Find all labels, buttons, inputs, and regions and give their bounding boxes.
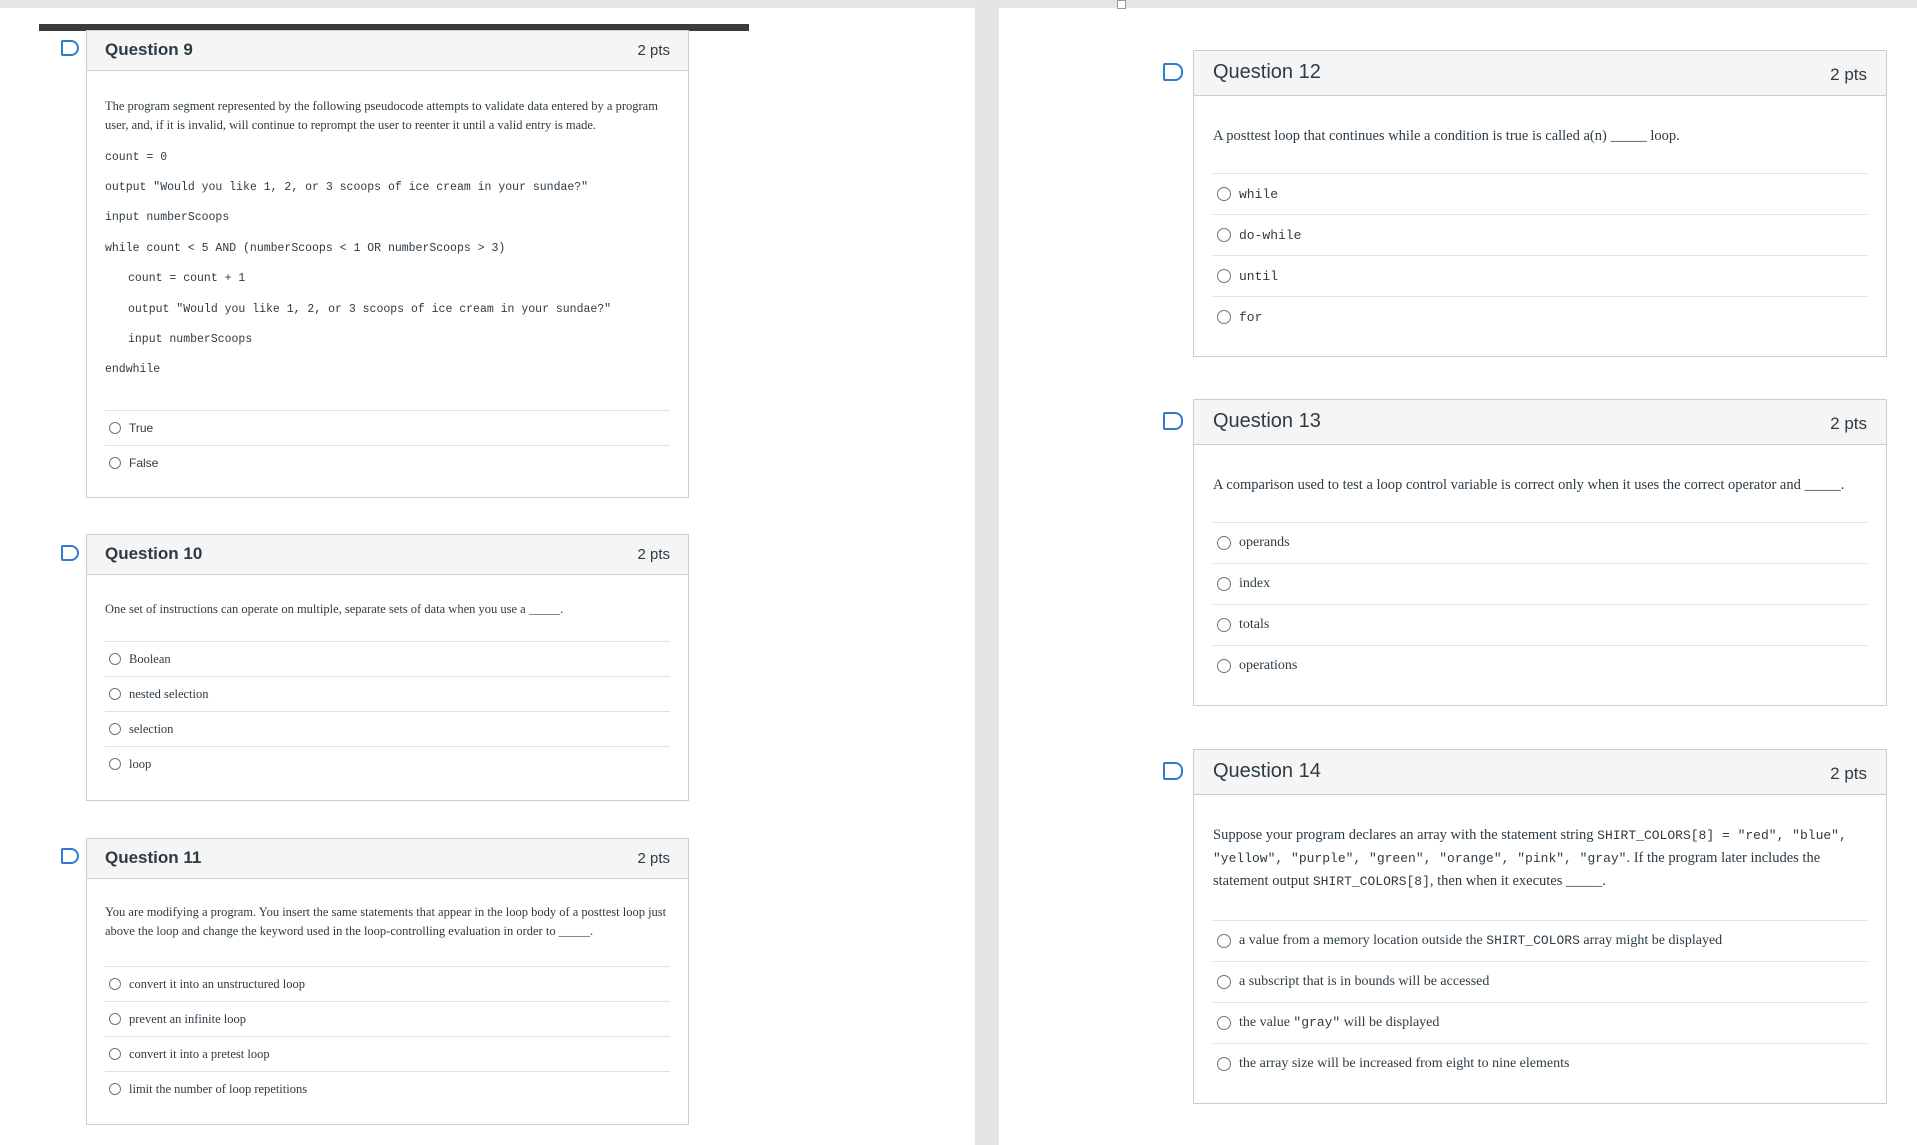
question-header — [87, 31, 688, 71]
question-header — [1194, 51, 1886, 96]
answer-label — [1239, 1056, 1569, 1072]
question-card — [1193, 50, 1887, 357]
radio-button[interactable] — [1217, 536, 1231, 550]
answer-text: a subscript that is in bounds will be accessed — [1239, 974, 1490, 989]
radio-button[interactable] — [109, 653, 121, 665]
answer-option[interactable] — [105, 641, 670, 676]
answer-option[interactable] — [1213, 255, 1867, 296]
answer-option[interactable] — [105, 1036, 670, 1071]
question-title: Question 11 — [105, 848, 202, 867]
answer-option[interactable] — [1213, 296, 1867, 337]
answer-label: until — [1239, 268, 1279, 284]
radio-button[interactable] — [109, 1013, 121, 1025]
radio-button[interactable] — [1217, 1057, 1231, 1071]
answer-option[interactable] — [1213, 645, 1867, 686]
question-card — [1193, 749, 1887, 1104]
answer-label: for — [1239, 309, 1263, 325]
radio-button[interactable] — [109, 1083, 121, 1095]
radio-button[interactable] — [109, 457, 121, 469]
answer-option[interactable] — [1213, 563, 1867, 604]
answer-option[interactable] — [1213, 173, 1867, 214]
answer-label: operands — [1239, 535, 1290, 550]
radio-button[interactable] — [109, 978, 121, 990]
answer-text: a value from a memory location outside the — [1239, 933, 1487, 948]
radio-button[interactable] — [1217, 934, 1231, 948]
answer-label: loop — [129, 756, 152, 771]
answer-label: False — [129, 456, 159, 470]
inline-code: SHIRT_COLORS[8] = "red", "blue", "yellow", "purple", "green", "orange", "pink", "gray" — [1213, 828, 1847, 867]
question-header — [87, 839, 688, 879]
answer-label: do-while — [1239, 227, 1302, 243]
answer-label: Boolean — [129, 651, 171, 666]
answer-option[interactable] — [105, 966, 670, 1001]
code-line: input numberScoops — [128, 333, 253, 346]
answer-option[interactable] — [1213, 1043, 1867, 1084]
window-top-bar — [0, 0, 1917, 8]
inline-code: "gray" — [1293, 1015, 1341, 1030]
radio-button[interactable] — [1217, 577, 1231, 591]
question-points: 2 pts — [1830, 65, 1867, 84]
question-points: 2 pts — [637, 42, 670, 59]
flag-question-icon[interactable] — [1163, 412, 1183, 430]
question-title: Question 9 — [105, 40, 193, 59]
answer-option[interactable] — [1213, 920, 1867, 961]
answer-text: the array size will be increased from eight to nine elements — [1239, 1056, 1570, 1071]
code-line: count = count + 1 — [128, 272, 246, 285]
question-title: Question 10 — [105, 544, 203, 563]
answer-option[interactable] — [1213, 214, 1867, 255]
answer-option[interactable] — [105, 1071, 670, 1106]
question-card — [86, 30, 689, 498]
answer-label: totals — [1239, 617, 1270, 632]
question-title: Question 14 — [1213, 760, 1321, 782]
radio-button[interactable] — [109, 723, 121, 735]
radio-button[interactable] — [1217, 975, 1231, 989]
question-text: A posttest loop that continues while a condition is true is called a(n) _____ loop. — [1213, 128, 1680, 144]
answer-label: selection — [129, 721, 174, 736]
answer-label: prevent an infinite loop — [129, 1011, 246, 1026]
answer-label: while — [1239, 186, 1279, 202]
code-line: endwhile — [105, 363, 161, 376]
answer-label: nested selection — [129, 686, 209, 701]
code-line: input numberScoops — [105, 211, 230, 224]
question-header — [1194, 400, 1886, 445]
radio-button[interactable] — [109, 758, 121, 770]
question-text — [1213, 824, 1863, 894]
radio-button[interactable] — [1217, 659, 1231, 673]
code-line: while count < 5 AND (numberScoops < 1 OR numberScoops > 3) — [105, 242, 506, 255]
answer-text: will be displayed — [1340, 1015, 1440, 1030]
code-line: output "Would you like 1, 2, or 3 scoops of ice cream in your sundae?" — [128, 303, 612, 316]
question-text-part: Suppose your program declares an array with the statement string — [1213, 827, 1598, 843]
question-points: 2 pts — [637, 546, 670, 563]
answer-option[interactable] — [1213, 1002, 1867, 1043]
question-text: A comparison used to test a loop control variable is correct only when it uses the correct operator and _____. — [1213, 477, 1845, 493]
answer-option[interactable] — [105, 445, 670, 480]
flag-question-icon[interactable] — [61, 40, 79, 56]
question-points: 2 pts — [1830, 764, 1867, 783]
radio-button[interactable] — [1217, 228, 1231, 242]
answer-label: index — [1239, 576, 1271, 591]
radio-button[interactable] — [109, 1048, 121, 1060]
radio-button[interactable] — [109, 422, 121, 434]
pane-splitter[interactable] — [975, 0, 999, 1145]
question-header — [1194, 750, 1886, 795]
question-title: Question 12 — [1213, 61, 1321, 83]
inline-code: SHIRT_COLORS — [1486, 933, 1580, 948]
answer-option[interactable] — [105, 711, 670, 746]
answer-label: convert it into an unstructured loop — [129, 976, 306, 991]
question-card — [86, 534, 689, 801]
radio-button[interactable] — [109, 688, 121, 700]
flag-question-icon[interactable] — [1163, 63, 1183, 81]
question-points: 2 pts — [637, 850, 670, 867]
question-title: Question 13 — [1213, 410, 1321, 432]
flag-question-icon[interactable] — [61, 848, 79, 864]
answer-text: the value — [1239, 1015, 1294, 1030]
flag-question-icon[interactable] — [61, 545, 79, 561]
answer-option[interactable] — [105, 1001, 670, 1036]
code-line: count = 0 — [105, 151, 168, 164]
answer-label: operations — [1239, 658, 1298, 673]
splitter-handle-icon[interactable] — [1117, 0, 1126, 9]
radio-button[interactable] — [1217, 618, 1231, 632]
answer-label — [1239, 974, 1489, 990]
answer-text: array might be displayed — [1579, 933, 1723, 948]
answer-option[interactable] — [105, 676, 670, 711]
radio-button[interactable] — [1217, 187, 1231, 201]
radio-button[interactable] — [1217, 310, 1231, 324]
question-text-part: , then when it executes _____. — [1429, 873, 1606, 890]
answer-label: True — [129, 421, 154, 435]
question-text-part: . If the program later includes the statement output — [1213, 850, 1821, 890]
code-line: output "Would you like 1, 2, or 3 scoops of ice cream in your sundae?" — [105, 181, 589, 194]
answer-label: limit the number of loop repetitions — [129, 1081, 308, 1096]
answer-label — [1239, 933, 1722, 949]
question-header — [87, 535, 688, 575]
question-text: The program segment represented by the following pseudocode attempts to validate data entered by a program user, and, if it is invalid, will continue to reprompt the user to reenter it until a valid entry is made. — [105, 99, 658, 133]
inline-code: SHIRT_COLORS[8] — [1312, 874, 1430, 890]
question-card — [1193, 399, 1887, 706]
answer-option[interactable] — [1213, 961, 1867, 1002]
question-card — [86, 838, 689, 1125]
answer-option[interactable] — [105, 410, 670, 445]
question-points: 2 pts — [1830, 414, 1867, 433]
answer-option[interactable] — [105, 746, 670, 781]
question-text: One set of instructions can operate on multiple, separate sets of data when you use a _____. — [105, 602, 564, 616]
answer-option[interactable] — [1213, 604, 1867, 645]
radio-button[interactable] — [1217, 269, 1231, 283]
radio-button[interactable] — [1217, 1016, 1231, 1030]
answer-option[interactable] — [1213, 522, 1867, 563]
answer-label: convert it into a pretest loop — [129, 1046, 270, 1061]
question-text: You are modifying a program. You insert the same statements that appear in the loop body of a posttest loop just above the loop and change the keyword used in the loop-controlling evaluation in order to _____. — [105, 905, 667, 939]
answer-label — [1239, 1015, 1439, 1031]
flag-question-icon[interactable] — [1163, 762, 1183, 780]
